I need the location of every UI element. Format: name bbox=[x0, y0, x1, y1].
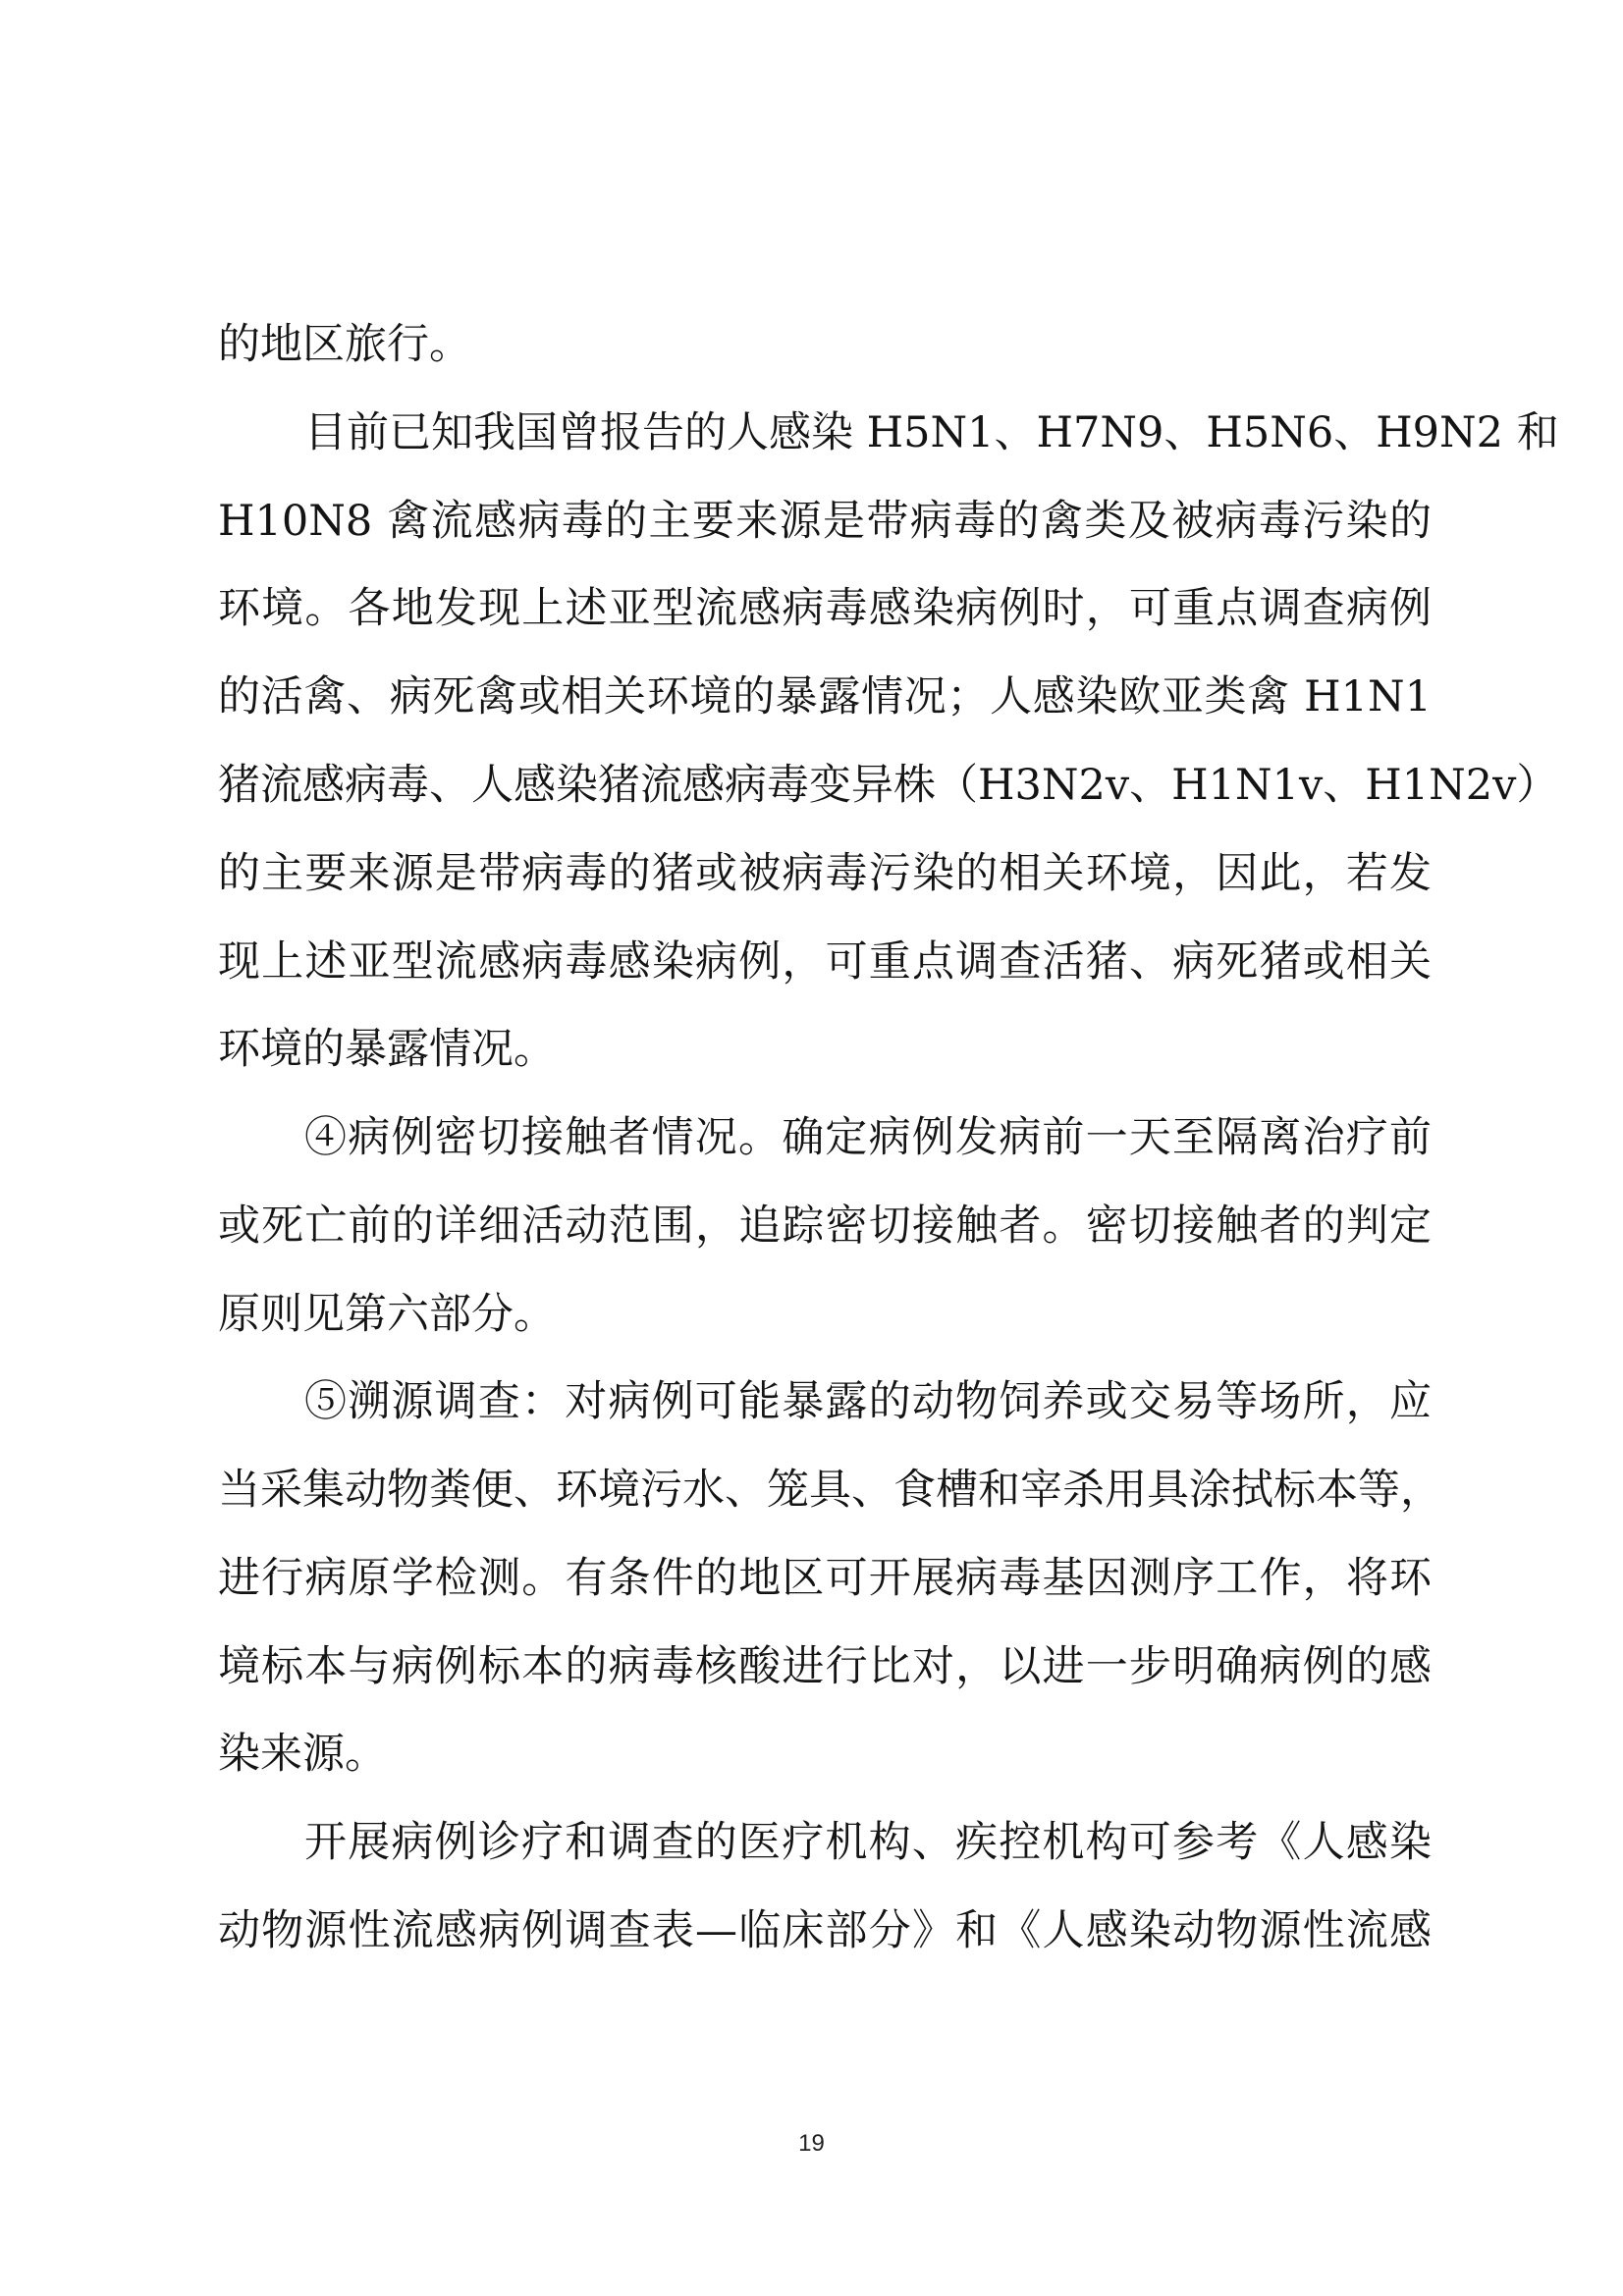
text-line: 染来源。 bbox=[218, 1730, 387, 1779]
text-line: 环境的暴露情况。 bbox=[218, 1025, 556, 1074]
text-line: 现上述亚型流感病毒感染病例，可重点调查活猪、病死猪或相关 bbox=[218, 937, 1432, 987]
text-line: 的地区旅行。 bbox=[218, 320, 471, 369]
text-line: 当采集动物粪便、环境污水、笼具、食槽和宰杀用具涂拭标本等， bbox=[218, 1466, 1442, 1515]
text-line: 进行病原学检测。有条件的地区可开展病毒基因测序工作，将环 bbox=[218, 1554, 1432, 1603]
text-line: ④病例密切接触者情况。确定病例发病前一天至隔离治疗前 bbox=[304, 1113, 1432, 1162]
text-line: 原则见第六部分。 bbox=[218, 1290, 556, 1339]
text-line: 动物源性流感病例调查表—临床部分》和《人感染动物源性流感 bbox=[218, 1906, 1432, 1955]
text-line: 的活禽、病死禽或相关环境的暴露情况；人感染欧亚类禽 H1N1 bbox=[218, 672, 1432, 721]
text-line: 猪流感病毒、人感染猪流感病毒变异株（H3N2v、H1N1v、H1N2v） bbox=[218, 761, 1559, 810]
text-line: H10N8 禽流感病毒的主要来源是带病毒的禽类及被病毒污染的 bbox=[218, 497, 1432, 546]
text-line: ⑤溯源调查：对病例可能暴露的动物饲养或交易等场所，应 bbox=[304, 1377, 1432, 1426]
text-line: 或死亡前的详细活动范围，追踪密切接触者。密切接触者的判定 bbox=[218, 1201, 1432, 1251]
text-line: 境标本与病例标本的病毒核酸进行比对，以进一步明确病例的感 bbox=[218, 1642, 1432, 1691]
page-number: 19 bbox=[798, 2130, 825, 2157]
text-line: 目前已知我国曾报告的人感染 H5N1、H7N9、H5N6、H9N2 和 bbox=[304, 408, 1559, 457]
text-line: 的主要来源是带病毒的猪或被病毒污染的相关环境，因此，若发 bbox=[218, 849, 1432, 898]
text-line: 开展病例诊疗和调查的医疗机构、疾控机构可参考《人感染 bbox=[304, 1818, 1432, 1867]
text-line: 环境。各地发现上述亚型流感病毒感染病例时，可重点调查病例 bbox=[218, 584, 1432, 633]
